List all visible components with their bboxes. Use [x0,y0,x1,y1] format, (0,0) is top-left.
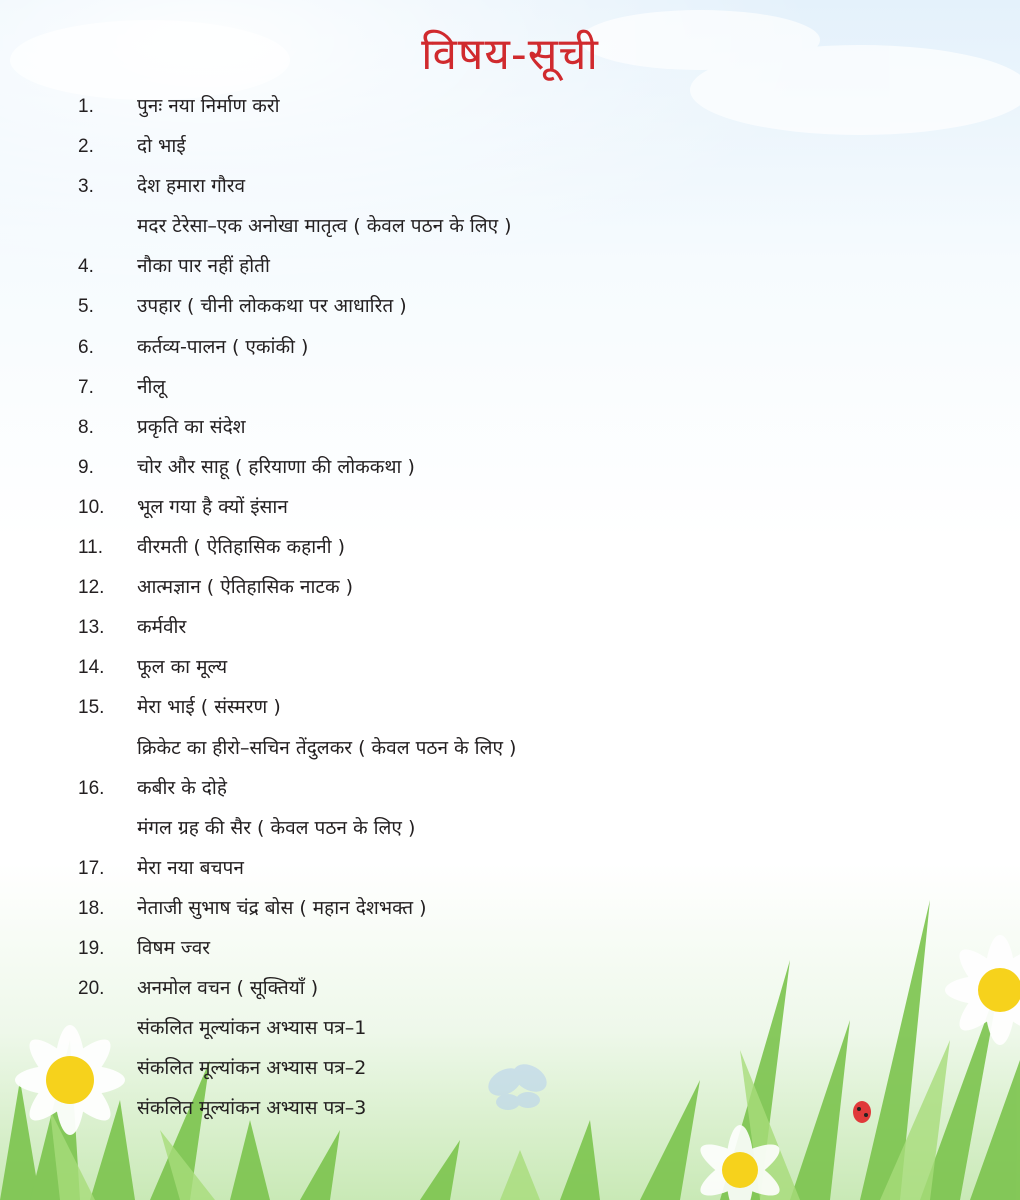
entry-title: मेरा भाई ( संस्मरण ) [137,696,281,719]
toc-entry[interactable] [0,248,1020,288]
entry-title: क्रिकेट का हीरो–सचिन तेंदुलकर ( केवल पठन के लिए ) [137,736,517,759]
entry-number: 13. [78,617,105,639]
entry-title: कर्तव्य-पालन ( एकांकी ) [137,335,309,358]
entry-title: प्रकृति का संदेश [137,415,246,438]
entry-title: कबीर के दोहे [137,776,227,799]
toc-entry[interactable] [0,529,1020,569]
toc-entry[interactable] [0,449,1020,489]
entry-number: 8. [78,416,94,438]
toc-entry[interactable] [0,609,1020,649]
toc-entry[interactable] [0,128,1020,168]
entry-number: 4. [78,256,94,278]
entry-title: कर्मवीर [137,616,187,639]
entry-title: चोर और साहू ( हरियाणा की लोककथा ) [137,455,415,478]
toc-entry[interactable] [0,1010,1020,1050]
toc-entry[interactable] [0,88,1020,128]
toc-entry[interactable] [0,1090,1020,1130]
entry-number: 3. [78,176,94,198]
toc-entry[interactable] [0,489,1020,529]
toc-entry[interactable] [0,409,1020,449]
entry-number: 12. [78,577,105,599]
entry-number: 6. [78,336,94,358]
entry-title: नौका पार नहीं होती [137,255,270,278]
toc-entry[interactable] [0,850,1020,890]
entry-number: 16. [78,777,105,799]
entry-number: 10. [78,496,105,518]
entry-title: विषम ज्वर [137,936,211,959]
toc-entry[interactable] [0,970,1020,1010]
toc-entry[interactable] [0,288,1020,328]
entry-number: 17. [78,857,105,879]
entry-title: उपहार ( चीनी लोककथा पर आधारित ) [137,295,407,318]
entry-title: पुनः नया निर्माण करो [137,95,280,117]
entry-number: 5. [78,296,94,318]
table-of-contents [0,88,1020,1130]
entry-title: अनमोल वचन ( सूक्तियाँ ) [137,977,319,1000]
entry-number: 9. [78,456,94,478]
toc-entry[interactable] [0,569,1020,609]
toc-entry[interactable] [0,689,1020,729]
entry-title: मेरा नया बचपन [137,856,244,879]
toc-entry[interactable] [0,730,1020,770]
page-title: विषय-सूची [421,29,599,80]
entry-number: 2. [78,136,94,158]
toc-entry[interactable] [0,168,1020,208]
entry-title: संकलित मूल्यांकन अभ्यास पत्र–2 [137,1057,367,1080]
entry-number: 14. [78,657,105,679]
entry-title: आत्मज्ञान ( ऐतिहासिक नाटक ) [137,576,354,599]
toc-entry[interactable] [0,810,1020,850]
entry-title: मदर टेरेसा–एक अनोखा मातृत्व ( केवल पठन के लिए ) [137,215,512,238]
entry-number: 7. [78,376,94,398]
entry-number: 20. [78,978,105,1000]
entry-title: वीरमती ( ऐतिहासिक कहानी ) [137,536,346,559]
entry-title: देश हमारा गौरव [137,175,246,198]
entry-title: मंगल ग्रह की सैर ( केवल पठन के लिए ) [137,816,416,839]
entry-number: 1. [78,96,94,117]
entry-title: संकलित मूल्यांकन अभ्यास पत्र–1 [137,1017,367,1040]
entry-title: संकलित मूल्यांकन अभ्यास पत्र–3 [137,1097,367,1120]
entry-number: 18. [78,897,105,919]
entry-title: दो भाई [137,135,186,158]
entry-title: फूल का मूल्य [137,656,228,679]
entry-number: 15. [78,697,105,719]
toc-entry[interactable] [0,770,1020,810]
toc-entry[interactable] [0,1050,1020,1090]
entry-title: भूल गया है क्यों इंसान [137,495,288,518]
toc-entry[interactable] [0,649,1020,689]
toc-entry[interactable] [0,369,1020,409]
entry-number: 11. [78,537,104,559]
toc-entry[interactable] [0,930,1020,970]
entry-number: 19. [78,937,105,959]
entry-title: नीलू [137,375,166,398]
toc-entry[interactable] [0,208,1020,248]
toc-entry[interactable] [0,329,1020,369]
toc-entry[interactable] [0,890,1020,930]
entry-title: नेताजी सुभाष चंद्र बोस ( महान देशभक्त ) [137,896,427,919]
